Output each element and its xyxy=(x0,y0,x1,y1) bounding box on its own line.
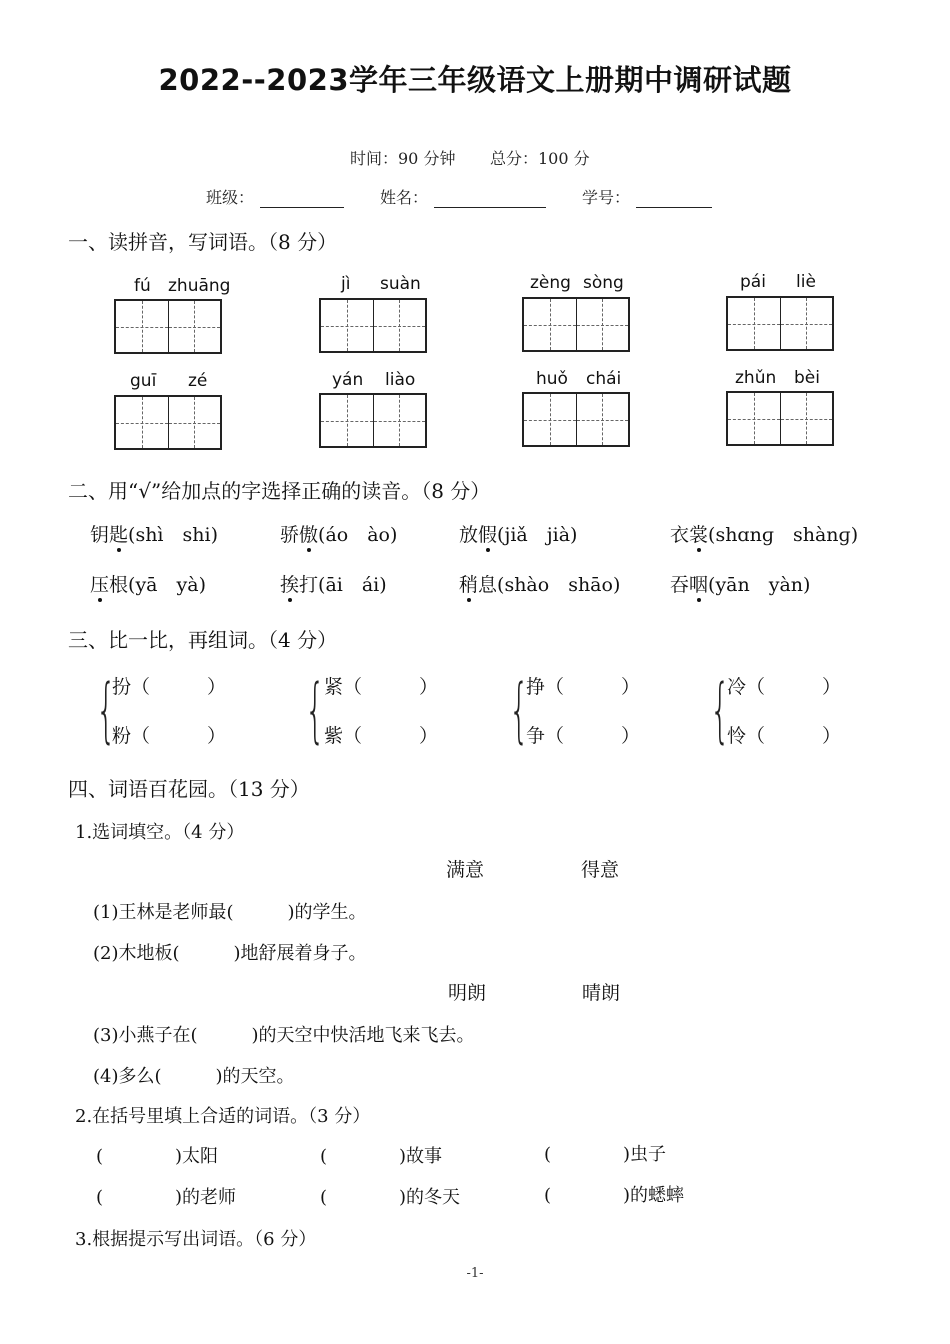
pinyin: sòng xyxy=(583,273,624,293)
writing-grid[interactable] xyxy=(522,297,630,352)
pinyin: zhǔn xyxy=(735,368,777,388)
pinyin: guī xyxy=(130,371,157,391)
page-number: -1- xyxy=(466,1266,484,1281)
pinyin: jì xyxy=(341,274,351,294)
reading-options[interactable]: (yā yà) xyxy=(128,574,206,596)
writing-grid[interactable] xyxy=(114,395,222,450)
reading-options[interactable]: (yān yàn) xyxy=(708,574,811,596)
name-field xyxy=(380,185,546,208)
pinyin: liào xyxy=(385,370,416,390)
reading-item: 挨打(āi ái) xyxy=(280,570,387,597)
fill-sentence[interactable]: (2)木地板( )地舒展着身子。 xyxy=(93,943,367,964)
fill-phrase[interactable]: ( )太阳 xyxy=(96,1146,219,1167)
reading-item: 压根(yā yà) xyxy=(90,570,206,597)
exam-total-score: 总分：100 分 xyxy=(490,149,590,168)
pinyin: huǒ xyxy=(536,369,568,389)
word-choice: 满意 xyxy=(446,859,485,881)
dotted-char: 假 xyxy=(478,520,497,547)
compare-word-a[interactable]: 挣（ ） xyxy=(526,676,641,698)
pinyin: suàn xyxy=(380,274,421,294)
compare-word-b[interactable]: 紫（ ） xyxy=(324,725,439,747)
dotted-char: 匙 xyxy=(109,520,128,547)
section2-title: 二、用“√”给加点的字选择正确的读音。（8 分） xyxy=(68,479,491,503)
pinyin: zé xyxy=(188,371,208,391)
writing-grid[interactable] xyxy=(319,298,427,353)
compare-word-a[interactable]: 紧（ ） xyxy=(324,676,439,698)
dotted-char: 裳 xyxy=(689,520,708,547)
writing-grid[interactable] xyxy=(726,296,834,351)
class-label: 班级： xyxy=(206,188,255,207)
compare-word-a[interactable]: 冷（ ） xyxy=(727,676,842,698)
pinyin: chái xyxy=(586,369,622,389)
reading-options[interactable]: (āi ái) xyxy=(318,574,387,596)
word-choice: 晴朗 xyxy=(582,982,621,1004)
fill-phrase[interactable]: ( )的蟋蟀 xyxy=(544,1185,685,1206)
fill-phrase[interactable]: ( )故事 xyxy=(320,1146,443,1167)
reading-options[interactable]: (jiǎ jià) xyxy=(497,524,578,546)
pinyin: bèi xyxy=(794,368,820,388)
reading-options[interactable]: (áo ào) xyxy=(318,524,398,546)
fill-sentence[interactable]: (1)王林是老师最( )的学生。 xyxy=(93,902,367,923)
dotted-char: 傲 xyxy=(299,520,318,547)
fill-phrase[interactable]: ( )的老师 xyxy=(96,1187,237,1208)
brace-icon: { xyxy=(96,669,117,751)
reading-item: 骄傲(áo ào) xyxy=(280,520,397,547)
word-choice: 得意 xyxy=(581,859,620,881)
reading-item: 钥匙(shì shi) xyxy=(90,520,218,547)
writing-grid[interactable] xyxy=(522,392,630,447)
dotted-char: 挨 xyxy=(280,570,299,597)
pinyin: fú xyxy=(134,276,151,296)
fill-sentence[interactable]: (3)小燕子在( )的天空中快活地飞来飞去。 xyxy=(93,1025,475,1046)
reading-options[interactable]: (shì shi) xyxy=(128,524,218,546)
reading-options[interactable]: (shɑnɡ shànɡ) xyxy=(708,524,859,546)
brace-icon: { xyxy=(305,669,326,751)
name-input[interactable] xyxy=(434,189,546,208)
writing-grid[interactable] xyxy=(726,391,834,446)
q1-title: 1.选词填空。（4 分） xyxy=(75,822,245,843)
fill-sentence[interactable]: (4)多么( )的天空。 xyxy=(93,1066,295,1087)
student-id-label: 学号： xyxy=(582,188,631,207)
fill-phrase[interactable]: ( )的冬天 xyxy=(320,1187,461,1208)
dotted-char: 咽 xyxy=(689,570,708,597)
section4-title: 四、词语百花园。（13 分） xyxy=(68,777,310,801)
reading-item: 吞咽(yān yàn) xyxy=(670,570,810,597)
writing-grid[interactable] xyxy=(319,393,427,448)
section3-title: 三、比一比，再组词。（4 分） xyxy=(68,628,338,652)
pinyin: zèng xyxy=(530,273,571,293)
dotted-char: 压 xyxy=(90,570,109,597)
reading-item: 衣裳(shɑnɡ shànɡ) xyxy=(670,520,858,547)
q3-title: 3.根据提示写出词语。（6 分） xyxy=(75,1229,317,1250)
writing-grid[interactable] xyxy=(114,299,222,354)
compare-word-b[interactable]: 粉（ ） xyxy=(112,725,227,747)
student-id-field xyxy=(582,185,712,208)
pinyin: zhuāng xyxy=(168,276,231,296)
name-label: 姓名： xyxy=(380,188,429,207)
reading-item: 放假(jiǎ jià) xyxy=(459,520,577,547)
reading-item: 稍息(shào shāo) xyxy=(459,570,620,597)
compare-word-a[interactable]: 扮（ ） xyxy=(112,676,227,698)
compare-word-b[interactable]: 怜（ ） xyxy=(727,725,842,747)
word-choice: 明朗 xyxy=(448,982,487,1004)
brace-icon: { xyxy=(509,669,530,751)
dotted-char: 稍 xyxy=(459,570,478,597)
pinyin: pái xyxy=(740,272,766,292)
exam-time: 时间：90 分钟 xyxy=(350,149,456,168)
brace-icon: { xyxy=(710,669,731,751)
pinyin: liè xyxy=(796,272,816,292)
class-field xyxy=(206,185,344,208)
reading-options[interactable]: (shào shāo) xyxy=(497,574,621,596)
pinyin: yán xyxy=(332,370,364,390)
fill-phrase[interactable]: ( )虫子 xyxy=(544,1144,667,1165)
q2-title: 2.在括号里填上合适的词语。（3 分） xyxy=(75,1106,371,1127)
compare-word-b[interactable]: 争（ ） xyxy=(526,725,641,747)
student-id-input[interactable] xyxy=(636,189,712,208)
class-input[interactable] xyxy=(260,189,344,208)
section1-title: 一、读拼音，写词语。（8 分） xyxy=(68,230,338,254)
page-title: 2022--2023学年三年级语文上册期中调研试题 xyxy=(158,63,792,97)
